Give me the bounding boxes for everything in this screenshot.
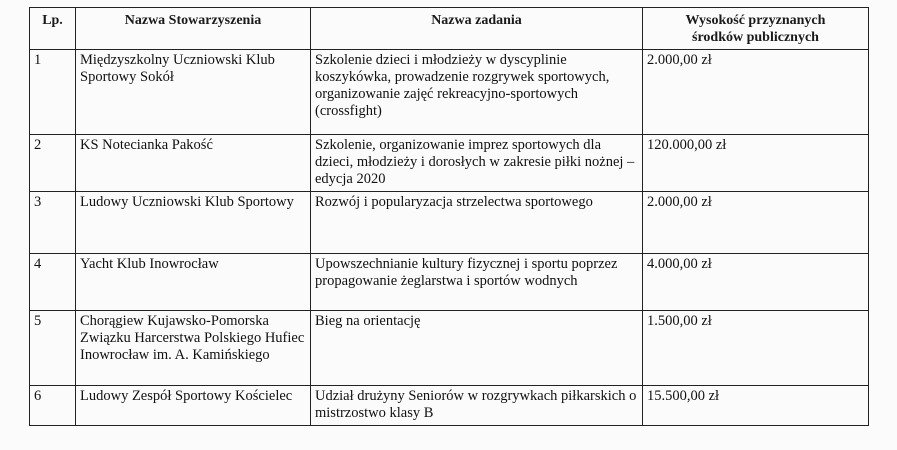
table-row xyxy=(30,50,869,135)
cell-task-name: Rozwój i popularyzacja strzelectwa sportowego xyxy=(311,192,643,254)
table-row xyxy=(30,311,869,386)
cell-amount: 2.000,00 zł xyxy=(643,50,869,135)
header-amount-line2: środków publicznych xyxy=(692,30,819,45)
cell-amount: 4.000,00 zł xyxy=(643,254,869,311)
cell-task-name: Udział drużyny Seniorów w rozgrywkach piłkarskich o mistrzostwo klasy B xyxy=(311,386,643,426)
cell-task-name: Upowszechnianie kultury fizycznej i sportu poprzez propagowanie żeglarstwa i sportów wodnych xyxy=(311,254,643,311)
table-row xyxy=(30,192,869,254)
header-task-name: Nazwa zadania xyxy=(311,8,643,50)
cell-task-name: Szkolenie dzieci i młodzieży w dyscyplinie koszykówka, prowadzenie rozgrywek sportowych, organizowanie zajęć rekreacyjno-sportowych (crossfight) xyxy=(311,50,643,135)
header-amount-line1: Wysokość przyznanych xyxy=(685,13,826,28)
header-amount xyxy=(643,8,869,50)
cell-lp: 6 xyxy=(30,386,76,426)
cell-lp: 3 xyxy=(30,192,76,254)
table-row xyxy=(30,386,869,426)
cell-association-name: Ludowy Zespół Sportowy Kościelec xyxy=(76,386,311,426)
grants-table xyxy=(29,7,869,426)
cell-lp: 1 xyxy=(30,50,76,135)
cell-amount: 15.500,00 zł xyxy=(643,386,869,426)
cell-lp: 5 xyxy=(30,311,76,386)
header-lp: Lp. xyxy=(30,8,76,50)
cell-task-name: Szkolenie, organizowanie imprez sportowych dla dzieci, młodzieży i dorosłych w zakresie piłki nożnej – edycja 2020 xyxy=(311,135,643,192)
cell-lp: 4 xyxy=(30,254,76,311)
cell-association-name: KS Notecianka Pakość xyxy=(76,135,311,192)
header-association-name: Nazwa Stowarzyszenia xyxy=(76,8,311,50)
cell-association-name: Ludowy Uczniowski Klub Sportowy xyxy=(76,192,311,254)
cell-association-name: Chorągiew Kujawsko-Pomorska Związku Harcerstwa Polskiego Hufiec Inowrocław im. A. Kamińskiego xyxy=(76,311,311,386)
cell-association-name: Międzyszkolny Uczniowski Klub Sportowy Sokół xyxy=(76,50,311,135)
table-row xyxy=(30,254,869,311)
table-header-row xyxy=(30,8,869,50)
cell-amount: 120.000,00 zł xyxy=(643,135,869,192)
cell-lp: 2 xyxy=(30,135,76,192)
cell-amount: 1.500,00 zł xyxy=(643,311,869,386)
table-row xyxy=(30,135,869,192)
cell-association-name: Yacht Klub Inowrocław xyxy=(76,254,311,311)
cell-amount: 2.000,00 zł xyxy=(643,192,869,254)
cell-task-name: Bieg na orientację xyxy=(311,311,643,386)
